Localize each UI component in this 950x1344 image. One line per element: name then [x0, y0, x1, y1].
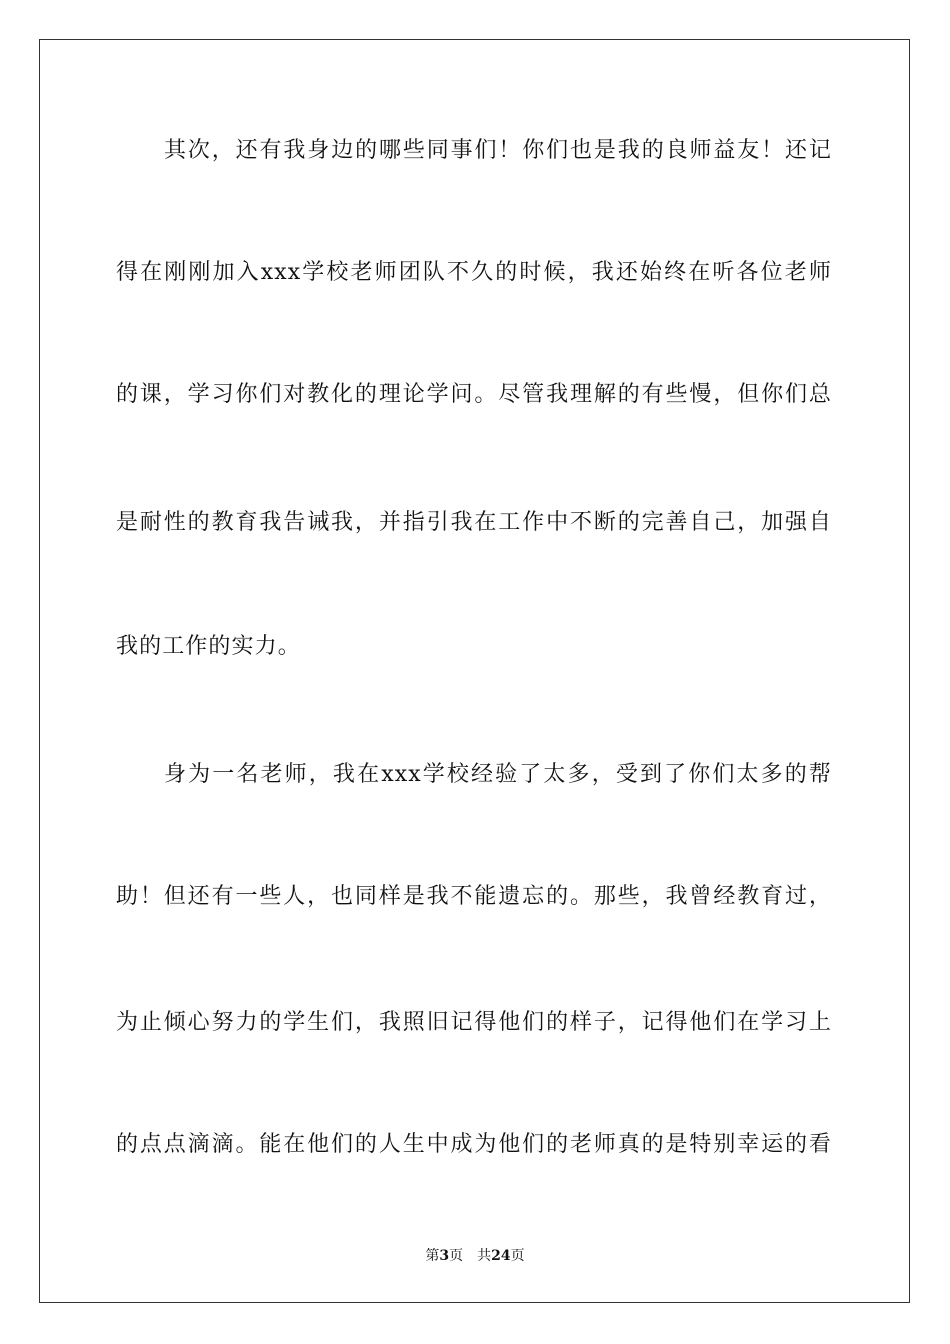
total-prefix: 共: [477, 1248, 492, 1264]
page-number: 3: [439, 1248, 450, 1264]
page-footer: [0, 1247, 950, 1265]
total-pages: 24: [491, 1248, 511, 1264]
paragraph-line: 得在刚刚加入xxx学校老师团队不久的时候，我还始终在听各位老师: [116, 260, 832, 285]
total-suffix: 页: [510, 1248, 525, 1264]
page-prefix: 第: [425, 1248, 440, 1264]
paragraph-line: 身为一名老师，我在xxx学校经验了太多，受到了你们太多的帮: [164, 762, 832, 787]
paragraph-line: 为止倾心努力的学生们，我照旧记得他们的样子，记得他们在学习上: [116, 1010, 832, 1035]
page-suffix: 页: [449, 1248, 464, 1264]
paragraph-line: 是耐性的教育我告诫我，并指引我在工作中不断的完善自己，加强自: [116, 510, 832, 535]
paragraph-line: 助！但还有一些人，也同样是我不能遗忘的。那些，我曾经教育过，: [116, 884, 832, 909]
paragraph-line: 的点点滴滴。能在他们的人生中成为他们的老师真的是特别幸运的看: [116, 1132, 832, 1157]
page-frame: [39, 39, 910, 1303]
paragraph-line-last: 我的工作的实力。: [116, 634, 301, 659]
paragraph-line: 的课，学习你们对教化的理论学问。尽管我理解的有些慢，但你们总: [116, 382, 832, 407]
paragraph-line: 其次，还有我身边的哪些同事们！你们也是我的良师益友！还记: [164, 138, 832, 163]
